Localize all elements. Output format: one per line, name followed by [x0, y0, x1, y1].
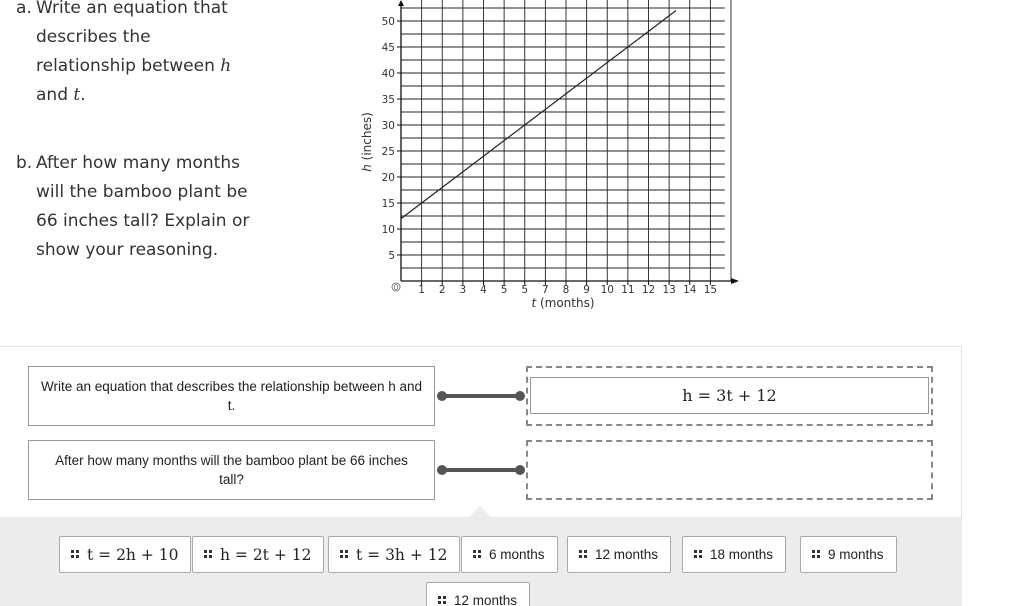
x-tick-label: 10 [600, 284, 614, 296]
x-tick-label: 4 [480, 284, 487, 296]
question-a [16, 0, 246, 110]
y-tick-label: 25 [381, 146, 395, 158]
connector-equation [437, 391, 525, 401]
matching-area [0, 346, 962, 517]
x-axis-arrow [731, 278, 739, 284]
y-tick-label: 10 [381, 224, 395, 236]
y-tick-label: 40 [381, 68, 395, 80]
x-axis-label: t (months) [531, 296, 595, 310]
x-tick-label: 14 [683, 284, 697, 296]
drag-handle-icon [579, 550, 588, 559]
y-tick-label: 5 [388, 250, 395, 262]
answer-drop-zone-months[interactable] [526, 440, 933, 500]
graph-axes [392, 0, 739, 291]
y-axis-label: h (inches) [360, 112, 374, 172]
drag-handle-icon [473, 550, 482, 559]
x-tick-label: 7 [542, 284, 549, 296]
placed-answer-tile[interactable]: h = 3t + 12 [530, 377, 929, 414]
prompt-months: After how many months will the bamboo plant be 66 inches tall? [28, 440, 435, 500]
bank-tile[interactable]: 12 months [567, 536, 671, 573]
graph-tick-labels [382, 16, 717, 296]
y-axis-arrow [398, 0, 404, 6]
y-tick-label: 20 [381, 172, 395, 184]
x-tick-label: 3 [459, 284, 467, 296]
bank-tile[interactable]: 12 months [426, 582, 530, 606]
x-tick-label: 5 [500, 284, 508, 296]
bank-tile[interactable]: h = 2t + 12 [192, 536, 324, 573]
question-a-text: Write an equation that describes the relationship between h and t. [36, 0, 232, 105]
x-tick-label: 8 [562, 284, 570, 296]
y-tick-label: 35 [381, 94, 395, 106]
question-b-marker: b. [16, 153, 33, 173]
bank-tile[interactable]: t = 3h + 12 [328, 536, 460, 573]
x-tick-label: 12 [641, 284, 656, 296]
origin-label: 0 [393, 283, 399, 292]
y-tick-label: 45 [381, 42, 395, 54]
prompt-equation: Write an equation that describes the relationship between h and t. [28, 366, 435, 426]
x-tick-label: 15 [703, 284, 718, 296]
graph-grid [401, 0, 731, 281]
bank-tile[interactable]: 18 months [682, 536, 786, 573]
question-a-marker: a. [16, 0, 32, 18]
drag-handle-icon [438, 596, 447, 605]
bank-tile[interactable]: t = 2h + 10 [59, 536, 191, 573]
connector-months [437, 465, 525, 475]
drag-handle-icon [71, 550, 80, 559]
answer-drop-zone-equation[interactable] [526, 366, 933, 426]
bamboo-growth-graph [355, 0, 755, 320]
y-tick-label: 30 [381, 120, 395, 132]
drag-handle-icon [812, 550, 821, 559]
drag-handle-icon [694, 550, 703, 559]
answer-bank [0, 517, 962, 606]
drag-handle-icon [340, 550, 349, 559]
question-b-text: After how many months will the bamboo plant be 66 inches tall? Explain or show your reasoning. [36, 153, 250, 260]
bank-tile[interactable]: 6 months [461, 536, 558, 573]
x-tick-label: 9 [583, 284, 590, 296]
y-tick-label: 15 [381, 198, 395, 210]
x-tick-label: 1 [418, 284, 425, 296]
drag-handle-icon [204, 550, 213, 559]
y-tick-label: 50 [381, 16, 395, 28]
bank-pointer [469, 506, 491, 517]
x-tick-label: 2 [438, 284, 446, 296]
x-tick-label: 11 [621, 284, 635, 296]
x-tick-label: 13 [662, 284, 676, 296]
bank-tile[interactable]: 9 months [800, 536, 897, 573]
x-tick-label: 5 [521, 284, 529, 296]
question-b [16, 149, 266, 265]
